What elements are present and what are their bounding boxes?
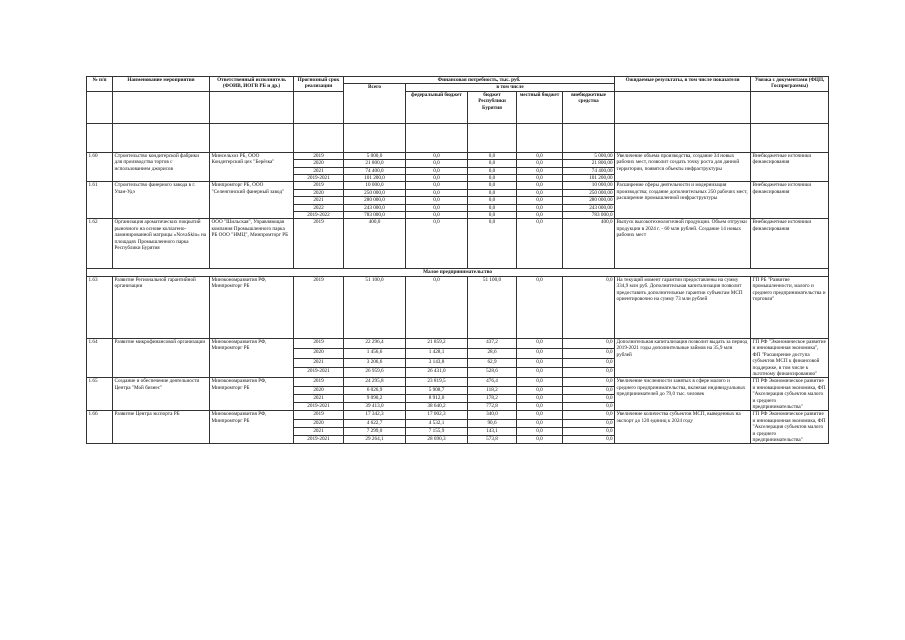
program-link: Внебюджетные источники финансирования: [751, 152, 829, 182]
total-cell: 250 000,0: [344, 189, 406, 196]
local-cell: 0,0: [517, 378, 563, 386]
total-cell: 9 090,2: [344, 394, 406, 402]
total-cell: 17 342,3: [344, 411, 406, 419]
rows-group-2: [87, 276, 829, 444]
local-cell: 0,0: [517, 204, 563, 211]
year-cell: 2019: [294, 378, 344, 386]
table-row: [87, 276, 829, 338]
extra-cell: 400,0: [563, 219, 615, 269]
total-cell: 51 100,0: [344, 276, 406, 338]
year-cell: 2019: [294, 152, 344, 159]
federal-cell: 1 428,1: [406, 348, 468, 358]
extra-cell: 0,0: [563, 403, 615, 411]
local-cell: 0,0: [517, 167, 563, 174]
year-cell: 2020: [294, 160, 344, 167]
year-cell: 2019-2022: [294, 212, 344, 219]
federal-cell: 0,0: [406, 276, 468, 338]
year-cell: 2019: [294, 182, 344, 189]
federal-cell: 7 155,9: [406, 427, 468, 435]
year-cell: 2019: [294, 276, 344, 338]
republic-cell: 772,8: [468, 403, 517, 411]
local-cell: 0,0: [517, 427, 563, 435]
responsible: Минэкономразвития РФ, Минпромторг РБ: [210, 378, 294, 411]
federal-cell: 0,0: [406, 219, 468, 269]
local-cell: 0,0: [517, 219, 563, 269]
federal-cell: 38 640,2: [406, 403, 468, 411]
total-cell: 3 206,6: [344, 358, 406, 368]
header-resp: Ответственный исполнитель (ФОИВ, ИОГВ РБ и др.): [210, 77, 294, 92]
extra-cell: 5 000,00: [563, 152, 615, 159]
row-number: 1.65: [87, 378, 113, 411]
republic-cell: 51 100,0: [468, 276, 517, 338]
republic-cell: 28,6: [468, 348, 517, 358]
total-cell: 101 200,0: [344, 175, 406, 182]
federal-cell: 28 690,3: [406, 436, 468, 444]
year-cell: 2021: [294, 197, 344, 204]
federal-cell: 23 819,5: [406, 378, 468, 386]
table-row: [87, 152, 829, 159]
federal-cell: 3 143,8: [406, 358, 468, 368]
total-cell: 29 264,1: [344, 436, 406, 444]
local-cell: 0,0: [517, 182, 563, 189]
total-cell: 1 456,6: [344, 348, 406, 358]
local-cell: 0,0: [517, 411, 563, 419]
local-cell: 0,0: [517, 175, 563, 182]
total-cell: 400,0: [344, 219, 406, 269]
federal-cell: 0,0: [406, 160, 468, 167]
extra-cell: 0,0: [563, 419, 615, 427]
republic-cell: 118,2: [468, 386, 517, 394]
table-row: [87, 219, 829, 269]
republic-cell: 437,2: [468, 338, 517, 348]
header-name: Наименование мероприятия: [113, 77, 210, 92]
extra-cell: 243 000,00: [563, 204, 615, 211]
row-number: 1.60: [87, 152, 113, 182]
republic-cell: 528,6: [468, 368, 517, 378]
extra-cell: 0,0: [563, 276, 615, 338]
header-extra: внебюджетные средства: [563, 91, 615, 123]
total-cell: 10 000,0: [344, 182, 406, 189]
extra-cell: 0,0: [563, 411, 615, 419]
extra-cell: 0,0: [563, 427, 615, 435]
local-cell: 0,0: [517, 189, 563, 196]
republic-cell: 178,2: [468, 394, 517, 402]
local-cell: 0,0: [517, 386, 563, 394]
local-cell: 0,0: [517, 160, 563, 167]
program-link: Внебюджетные источники финансирования: [751, 182, 829, 219]
header-term: Прогнозный срок реализации: [294, 77, 344, 92]
total-cell: 7 299,0: [344, 427, 406, 435]
responsible: Минпромторг РБ, ООО "Селенгинский фанерный завод": [210, 182, 294, 219]
republic-cell: 62,9: [468, 358, 517, 368]
program-link: Внебюджетные источники финансирования: [751, 219, 829, 269]
republic-cell: 0,0: [468, 204, 517, 211]
total-cell: 24 295,8: [344, 378, 406, 386]
local-cell: 0,0: [517, 197, 563, 204]
total-cell: 74 400,0: [344, 167, 406, 174]
expected-result: Увеличение объема производства, создание 34 новых рабочих мест, позволит создать точку роста для данной территории, появятся объекты инфраструктуры: [615, 152, 751, 182]
year-cell: 2020: [294, 419, 344, 427]
measure-name: Строительство кондитерской фабрики для производства тортов с использованием джорисов: [113, 152, 210, 182]
federal-cell: 0,0: [406, 197, 468, 204]
local-cell: 0,0: [517, 368, 563, 378]
row-number: 1.61: [87, 182, 113, 219]
total-cell: 6 026,9: [344, 386, 406, 394]
republic-cell: 0,0: [468, 167, 517, 174]
year-cell: 2020: [294, 386, 344, 394]
measure-name: Организация ароматических покрытий рыночного на основе коллагено-ламинированной матрицы «NovaSkin» на площадях Промышленного парка Республики Бурятия: [113, 219, 210, 269]
responsible: Минэкономразвития РФ, Минпромторг РБ: [210, 411, 294, 444]
local-cell: 0,0: [517, 152, 563, 159]
total-cell: 5 000,0: [344, 152, 406, 159]
program-link: ГП РБ "Развитие промышленности, малого и среднего предпринимательства и торговли": [751, 276, 829, 338]
republic-cell: 340,0: [468, 411, 517, 419]
extra-cell: 0,0: [563, 386, 615, 394]
federal-cell: 0,0: [406, 204, 468, 211]
responsible: Минсельхоз РБ, ООО Кондитерский цех "Берёзка": [210, 152, 294, 182]
federal-cell: 0,0: [406, 167, 468, 174]
federal-cell: 0,0: [406, 212, 468, 219]
total-cell: 21 800,0: [344, 160, 406, 167]
year-cell: 2021: [294, 394, 344, 402]
table-row: [87, 378, 829, 386]
measure-name: Развитие Региональной гарантийной организации: [113, 276, 210, 338]
local-cell: 0,0: [517, 276, 563, 338]
spacer-row: [87, 123, 829, 152]
total-cell: 4 622,7: [344, 419, 406, 427]
header-rep: бюджет Республики Бурятия: [468, 91, 517, 123]
program-link: ГП РФ "Экономическое развитие и инновационная экономика", ФП "Расширение доступа субъектов МСП к финансовой поддержке, в том числе к льготному финансированию": [751, 338, 829, 377]
extra-cell: 0,0: [563, 338, 615, 348]
responsible: Минэкономразвития РФ, Минпромторг РБ: [210, 338, 294, 377]
total-cell: 26 959,6: [344, 368, 406, 378]
extra-cell: 0,0: [563, 436, 615, 444]
local-cell: 0,0: [517, 348, 563, 358]
expected-result: Дополнительная капитализация позволит выдать за период 2019-2021 годы дополнительные займов на 35,9 млн рублей: [615, 338, 751, 377]
expected-result: Увеличение численности занятых в сфере малого и среднего предпринимательства, включая индивидуальных предпринимателей до 79,0 тыс. человек: [615, 378, 751, 411]
republic-cell: 0,0: [468, 152, 517, 159]
total-cell: 22 296,4: [344, 338, 406, 348]
table-row: [87, 411, 829, 419]
header-loc: местный бюджет: [517, 91, 563, 123]
extra-cell: 0,0: [563, 378, 615, 386]
republic-cell: 0,0: [468, 182, 517, 189]
section-title: Малое предпринимательство: [87, 269, 829, 276]
local-cell: 0,0: [517, 358, 563, 368]
extra-cell: 0,0: [563, 368, 615, 378]
section-row: [87, 269, 829, 276]
republic-cell: 143,1: [468, 427, 517, 435]
federal-cell: 5 908,7: [406, 386, 468, 394]
republic-cell: 0,0: [468, 197, 517, 204]
total-cell: 280 000,0: [344, 197, 406, 204]
year-cell: 2021: [294, 427, 344, 435]
republic-cell: 0,0: [468, 189, 517, 196]
header-total: Всего: [344, 84, 406, 123]
header-num: № п/п: [87, 77, 113, 92]
header-incl: в том числе: [406, 84, 615, 91]
financing-table: [86, 76, 829, 444]
extra-cell: 783 000,0: [563, 212, 615, 219]
year-cell: 2019: [294, 338, 344, 348]
year-cell: 2019-2021: [294, 436, 344, 444]
program-link: ГП РФ Экономическое развитие и инновационная экономика, ФП "Акселерация субъектов малого и среднего предпринимательства": [751, 411, 829, 444]
extra-cell: 280 000,00: [563, 197, 615, 204]
rows-group-1: [87, 152, 829, 269]
local-cell: 0,0: [517, 436, 563, 444]
extra-cell: 0,0: [563, 358, 615, 368]
total-cell: 243 000,0: [344, 204, 406, 211]
federal-cell: 8 912,0: [406, 394, 468, 402]
local-cell: 0,0: [517, 419, 563, 427]
year-cell: 2021: [294, 167, 344, 174]
extra-cell: 74 400,00: [563, 167, 615, 174]
header-link: Увязка с документами (ФЦП, Госпрограммы): [751, 77, 829, 92]
republic-cell: 0,0: [468, 212, 517, 219]
total-cell: 783 000,0: [344, 212, 406, 219]
extra-cell: 0,0: [563, 394, 615, 402]
federal-cell: 4 532,1: [406, 419, 468, 427]
federal-cell: 21 859,2: [406, 338, 468, 348]
federal-cell: 26 431,0: [406, 368, 468, 378]
header-fed: федеральный бюджет: [406, 91, 468, 123]
row-number: 1.63: [87, 276, 113, 338]
total-cell: 39 413,0: [344, 403, 406, 411]
extra-cell: 0,0: [563, 348, 615, 358]
year-cell: 2019-2021: [294, 403, 344, 411]
extra-cell: 10 000,00: [563, 182, 615, 189]
federal-cell: 0,0: [406, 175, 468, 182]
federal-cell: 0,0: [406, 152, 468, 159]
republic-cell: 0,0: [468, 160, 517, 167]
extra-cell: 21 800,00: [563, 160, 615, 167]
expected-result: Выпуск высокотехнологичной продукции. Объем отгрузки продукции в 2024 г. - 60 млн рублей. Создание 14 новых рабочих мест: [615, 219, 751, 269]
header-fin: Финансовая потребность, тыс. руб.: [344, 77, 615, 84]
expected-result: Увеличение количества субъектов МСП, выведенных на экспорт до 120 единиц к 2024 году: [615, 411, 751, 444]
year-cell: 2020: [294, 189, 344, 196]
federal-cell: 0,0: [406, 189, 468, 196]
measure-name: Развитие микрофинансовой организации: [113, 338, 210, 377]
local-cell: 0,0: [517, 212, 563, 219]
year-cell: 2019: [294, 411, 344, 419]
measure-name: Создание и обеспечение деятельности Центра "Мой бизнес": [113, 378, 210, 411]
year-cell: 2019: [294, 219, 344, 269]
republic-cell: 573,8: [468, 436, 517, 444]
republic-cell: 476,4: [468, 378, 517, 386]
federal-cell: 17 002,3: [406, 411, 468, 419]
measure-name: Строительство фанерного завода в г. Улан-Удэ: [113, 182, 210, 219]
year-cell: 2019-2021: [294, 175, 344, 182]
measure-name: Развитие Центра экспорта РБ: [113, 411, 210, 444]
header-res: Ожидаемые результаты, в том числе показатели: [615, 77, 751, 92]
row-number: 1.64: [87, 338, 113, 377]
local-cell: 0,0: [517, 394, 563, 402]
table-row: [87, 338, 829, 348]
row-number: 1.62: [87, 219, 113, 269]
program-link: ГП РФ Экономическое развитие и инновационная экономика, ФП "Акселерация субъектов малого и среднего предпринимательства": [751, 378, 829, 411]
federal-cell: 0,0: [406, 182, 468, 189]
row-number: 1.66: [87, 411, 113, 444]
year-cell: 2021: [294, 358, 344, 368]
local-cell: 0,0: [517, 403, 563, 411]
local-cell: 0,0: [517, 338, 563, 348]
extra-cell: 101 200,00: [563, 175, 615, 182]
responsible: ООО "Шильская", Управляющая компания Промышленного парка РБ ООО "НМЦ", Минпромторг РБ: [210, 219, 294, 269]
republic-cell: 90,6: [468, 419, 517, 427]
responsible: Минэкономразвития РФ, Минпромторг РБ: [210, 276, 294, 338]
extra-cell: 250 000,00: [563, 189, 615, 196]
republic-cell: 0,0: [468, 219, 517, 269]
year-cell: 2019-2021: [294, 368, 344, 378]
year-cell: 2020: [294, 348, 344, 358]
table-row: [87, 182, 829, 189]
expected-result: Расширение сферы деятельности и модернизация производства; создание дополнительных 250 рабочих мест, расширение промышленной инфраструктуры: [615, 182, 751, 219]
republic-cell: 0,0: [468, 175, 517, 182]
year-cell: 2022: [294, 204, 344, 211]
expected-result: На текущий момент гарантии предоставлены на сумму 334,9 млн руб. Дополнительная капитализация позволит предоставить дополнительные гарантии субъектам МСП ориентировочно на сумму 73 млн рублей: [615, 276, 751, 338]
